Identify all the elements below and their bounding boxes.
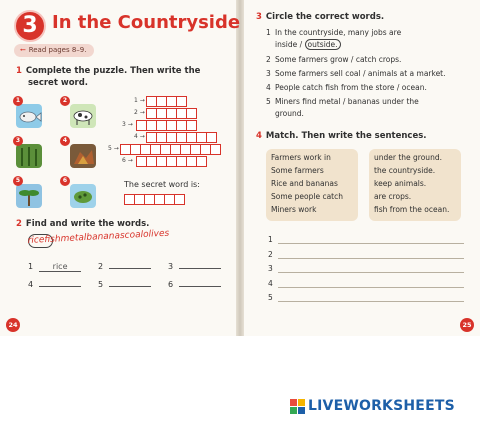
item-number: 3 <box>266 69 271 78</box>
picture-badge-1: 1 <box>13 96 23 106</box>
circle-item-5 <box>266 97 419 107</box>
puzzle-cell[interactable] <box>206 132 217 143</box>
row-label-5: 5 → <box>108 145 119 152</box>
match-right-3[interactable]: keep animals. <box>374 179 427 188</box>
exercise-1-title <box>16 66 200 76</box>
item-text[interactable]: Miners find metal / bananas under the <box>275 97 419 106</box>
answer-4-number: 4 <box>28 280 34 289</box>
answer-5 <box>98 280 151 289</box>
picture-badge-6: 6 <box>60 176 70 186</box>
answer-3 <box>168 262 221 271</box>
match-right-2[interactable]: the countryside. <box>374 166 436 175</box>
picture-badge-4: 4 <box>60 136 70 146</box>
ore-icon <box>70 144 96 168</box>
item-text[interactable]: Some farmers grow / catch crops. <box>275 55 402 64</box>
secret-word-label: The secret word is: <box>124 180 200 189</box>
puzzle-cell[interactable] <box>186 120 197 131</box>
answer-1-field[interactable]: rice <box>39 262 81 272</box>
circle-item-1-cont <box>275 40 341 50</box>
answer-3-number: 3 <box>168 262 174 271</box>
item-number: 5 <box>266 97 271 106</box>
row-label-2: 2 → <box>134 109 145 116</box>
circled-answer[interactable]: outside. <box>305 39 341 50</box>
answer-5-number: 5 <box>98 280 104 289</box>
exercise-3-title <box>256 12 384 22</box>
sentence-line-5[interactable] <box>268 293 273 302</box>
match-left-4[interactable]: Some people catch <box>271 192 343 201</box>
sentence-line-1[interactable] <box>268 235 273 244</box>
liveworksheets-logo-icon <box>290 399 306 415</box>
banana-tree-icon <box>16 184 42 208</box>
answer-6 <box>168 280 221 289</box>
picture-olives <box>70 184 96 208</box>
row-label-4: 4 → <box>134 133 145 140</box>
match-right-4[interactable]: are crops. <box>374 192 412 201</box>
answer-6-number: 6 <box>168 280 174 289</box>
row-label-3: 3 → <box>122 121 133 128</box>
exercise-3-title-text: Circle the correct words. <box>265 12 385 22</box>
puzzle-cell[interactable] <box>176 96 187 107</box>
circle-item-5-cont: ground. <box>275 109 304 118</box>
book-gutter <box>236 0 244 336</box>
exercise-4-number: 4 <box>256 131 262 141</box>
sentence-line-4[interactable] <box>268 279 273 288</box>
exercise-3-number: 3 <box>256 12 262 22</box>
exercise-2-title-text: Find and write the words. <box>25 219 150 229</box>
picture-crops <box>16 144 42 168</box>
row-label-1: 1 → <box>134 97 145 104</box>
sentence-line-2[interactable] <box>268 250 273 259</box>
answer-2 <box>98 262 151 271</box>
unit-number-badge: 3 <box>14 10 46 42</box>
olive-icon <box>70 184 96 208</box>
answer-1-number: 1 <box>28 262 34 271</box>
answer-2-number: 2 <box>98 262 104 271</box>
secret-word-cell[interactable] <box>174 194 185 205</box>
answer-4 <box>28 280 81 289</box>
exercise-2-number: 2 <box>16 219 22 229</box>
read-pages-text: Read pages 8–9. <box>28 46 87 54</box>
page-number-right: 25 <box>460 318 474 332</box>
item-text[interactable]: Some farmers sell coal / animals at a market. <box>275 69 446 78</box>
exercise-4-title <box>256 131 427 141</box>
exercise-1-number: 1 <box>16 66 22 76</box>
word-snake: ricefishmetalbananascoalolives <box>27 228 170 246</box>
answer-3-field[interactable] <box>179 268 221 269</box>
exercise-2-title <box>16 219 149 229</box>
arrow-left-icon: 🠀 <box>20 46 26 54</box>
crops-icon <box>16 144 42 168</box>
sentence-number: 5 <box>268 293 273 302</box>
puzzle-cell[interactable] <box>186 108 197 119</box>
exercise-1-title-line2: secret word. <box>28 78 89 88</box>
exercise-1-title-line1: Complete the puzzle. Then write the <box>25 66 201 76</box>
item-text: inside / <box>275 40 305 49</box>
item-number: 4 <box>266 83 271 92</box>
item-text: In the countryside, many jobs are <box>275 28 402 37</box>
row-label-6: 6 → <box>122 157 133 164</box>
answer-2-field[interactable] <box>109 268 151 269</box>
picture-metal-ore <box>70 144 96 168</box>
puzzle-cell[interactable] <box>210 144 221 155</box>
match-left-1[interactable]: Farmers work in <box>271 153 331 162</box>
picture-badge-3: 3 <box>13 136 23 146</box>
item-text[interactable]: People catch fish from the store / ocean. <box>275 83 427 92</box>
match-left-2[interactable]: Some farmers <box>271 166 324 175</box>
puzzle-cell[interactable] <box>196 156 207 167</box>
sentence-number: 4 <box>268 279 273 288</box>
sentence-number: 3 <box>268 264 273 273</box>
match-left-3[interactable]: Rice and bananas <box>271 179 338 188</box>
sentence-line-3[interactable] <box>268 264 273 273</box>
read-pages-note <box>14 44 94 57</box>
answer-4-field[interactable] <box>39 286 81 287</box>
picture-fish <box>16 104 42 128</box>
cow-icon <box>70 104 96 128</box>
item-number: 1 <box>266 28 271 37</box>
circle-item-3 <box>266 69 446 79</box>
fish-icon <box>16 104 42 128</box>
match-right-5[interactable]: fish from the ocean. <box>374 205 450 214</box>
picture-badge-5: 5 <box>13 176 23 186</box>
page-number-left: 24 <box>6 318 20 332</box>
answer-6-field[interactable] <box>179 286 221 287</box>
sentence-number: 1 <box>268 235 273 244</box>
circle-item-4 <box>266 83 427 93</box>
answer-1 <box>28 262 81 272</box>
circle-item-1 <box>266 28 401 38</box>
item-number: 2 <box>266 55 271 64</box>
picture-badge-2: 2 <box>60 96 70 106</box>
logo-text: LIVEWORKSHEETS <box>308 398 455 414</box>
unit-title: In the Countryside <box>52 12 241 33</box>
sentence-number: 2 <box>268 250 273 259</box>
answer-5-field[interactable] <box>109 286 151 287</box>
match-left-5[interactable]: Miners work <box>271 205 317 214</box>
picture-bananas <box>16 184 42 208</box>
circle-item-2 <box>266 55 401 65</box>
match-right-1[interactable]: under the ground. <box>374 153 442 162</box>
picture-cows <box>70 104 96 128</box>
exercise-4-title-text: Match. Then write the sentences. <box>265 131 427 141</box>
